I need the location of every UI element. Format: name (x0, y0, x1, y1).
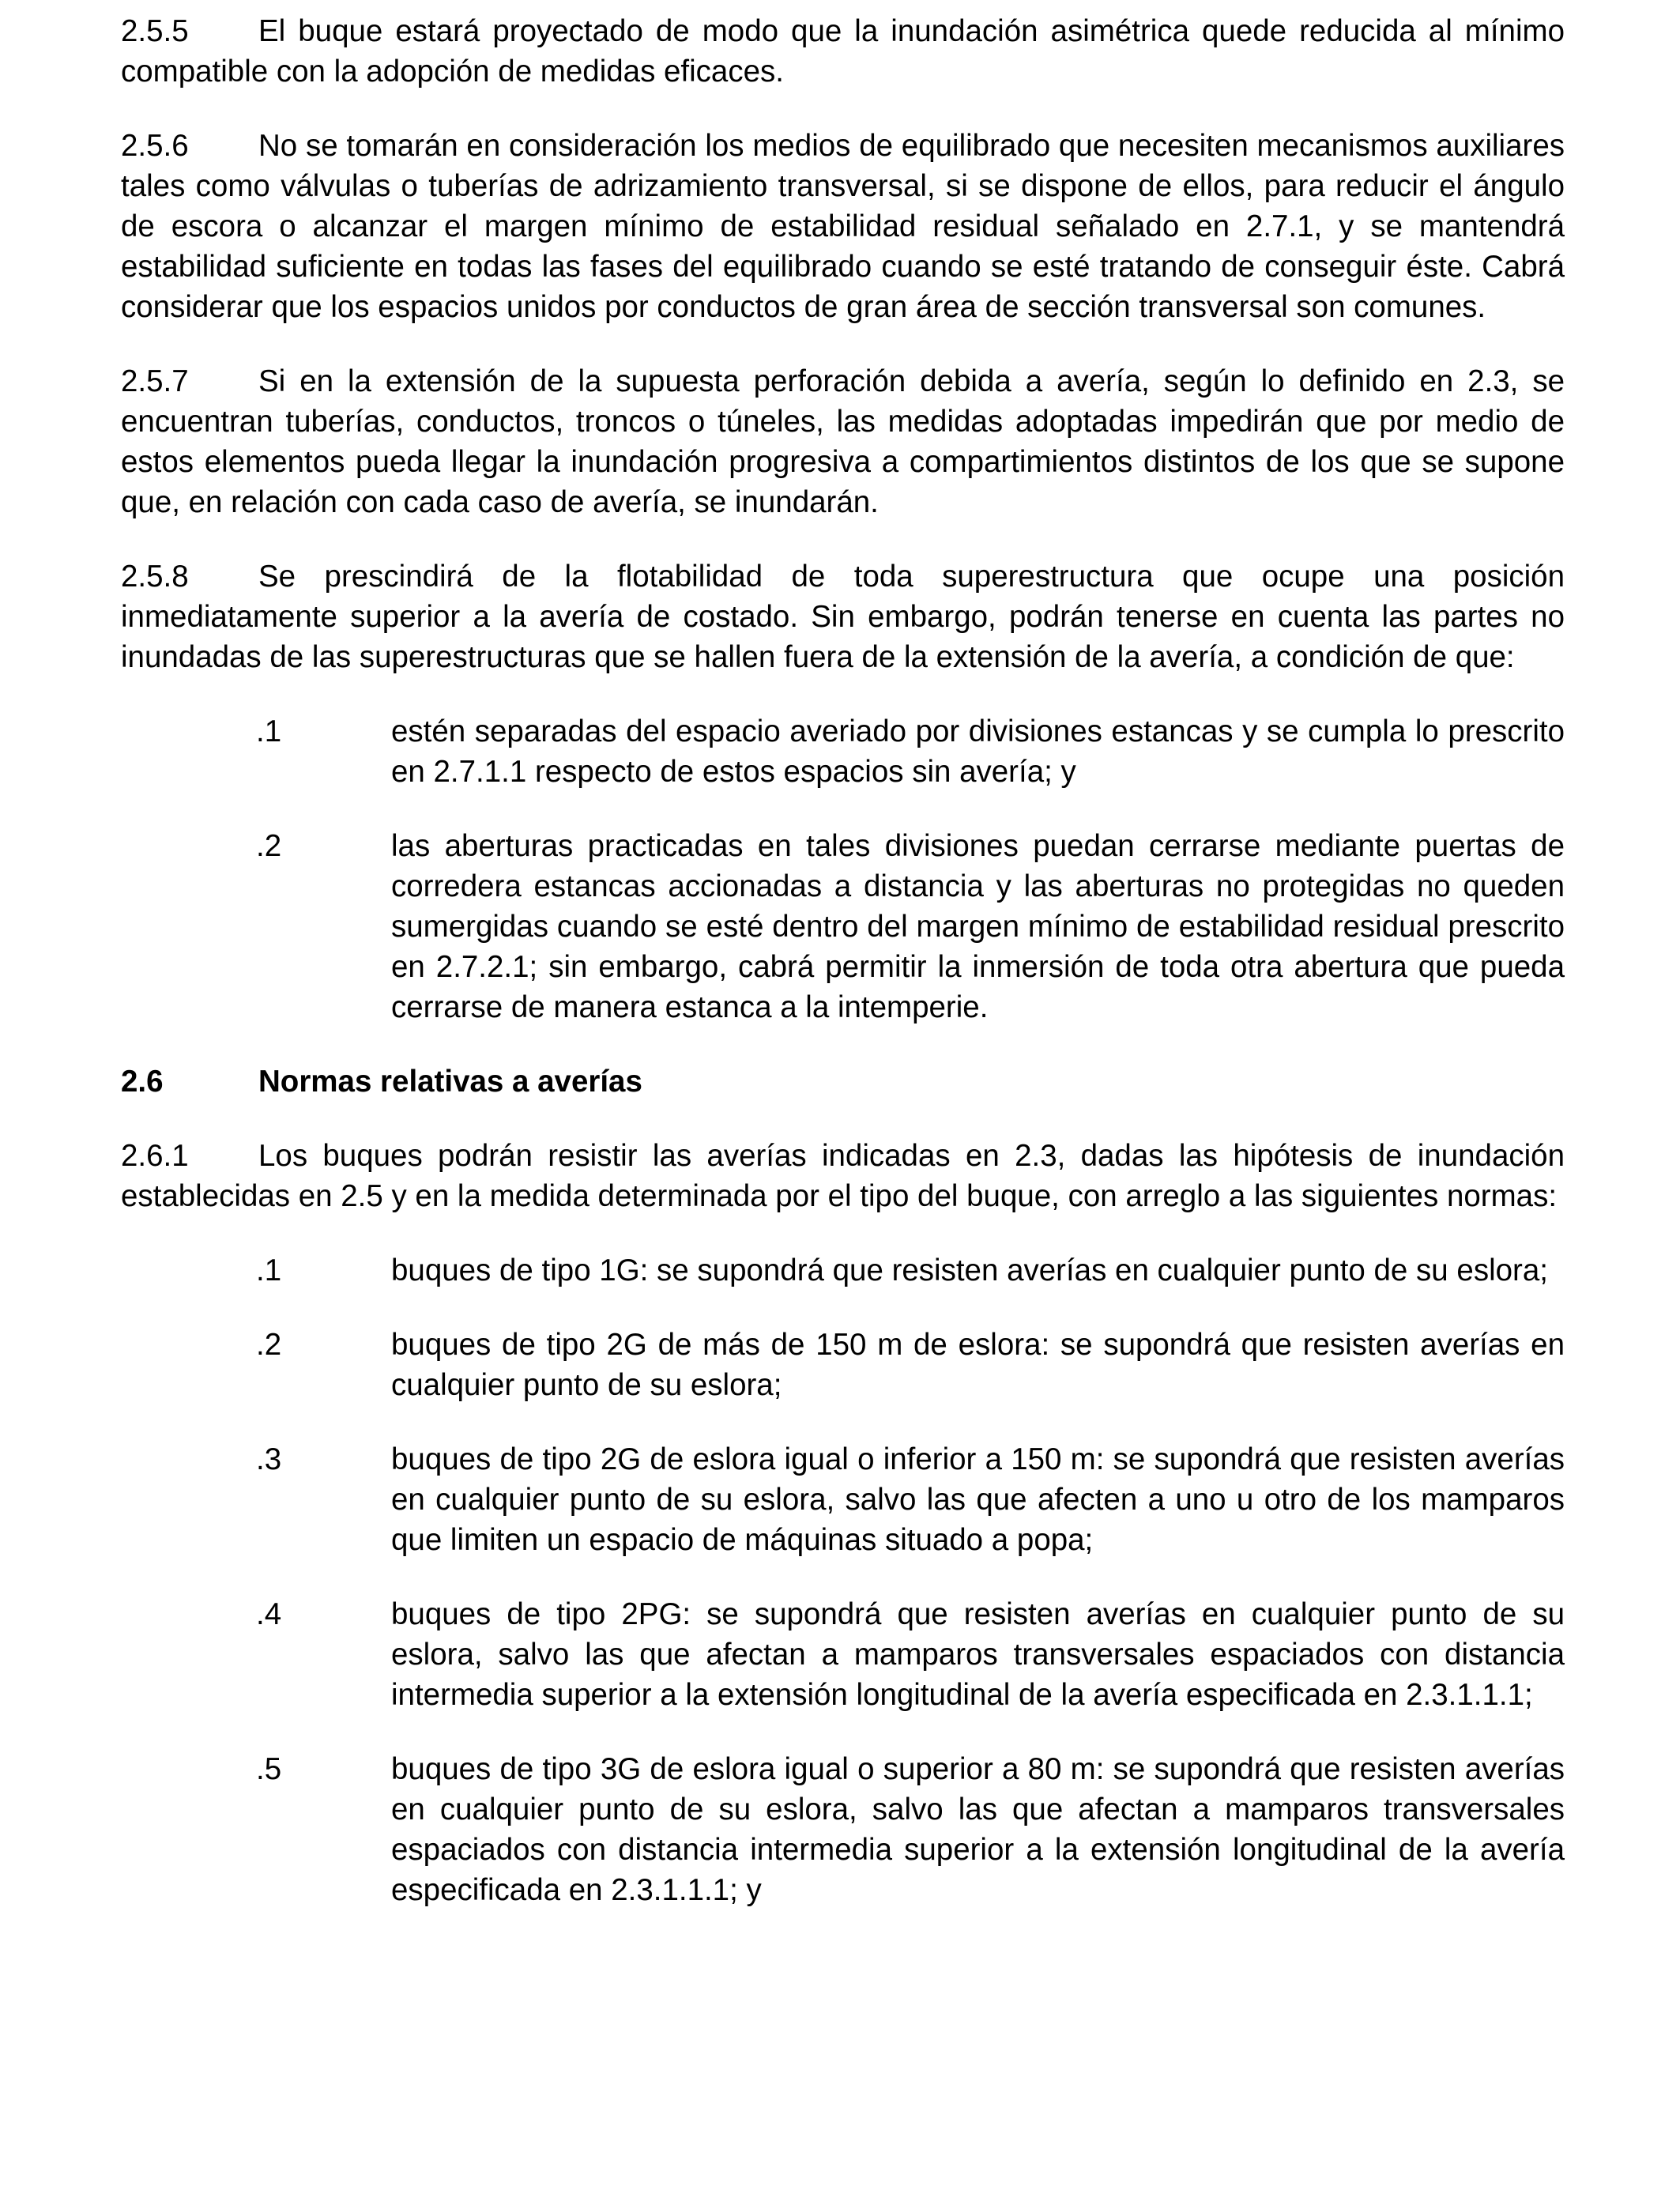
paragraph-number: 2.5.6 (121, 129, 189, 163)
paragraph-number: 2.6.1 (121, 1139, 189, 1173)
list-item-text: buques de tipo 2G de más de 150 m de eslora: se supondrá que resisten averías en cualquier punto de su eslora; (391, 1328, 1565, 1402)
list-item (121, 711, 1565, 792)
paragraph-number: 2.5.5 (121, 14, 189, 48)
list-item-number: .3 (256, 1442, 282, 1476)
list-item-number: .1 (256, 714, 282, 748)
list-item-number: .2 (256, 829, 282, 863)
paragraph-text: Se prescindirá de la flotabilidad de toda superestructura que ocupe una posición inmediatamente superior a la avería de costado. Sin embargo, podrán tenerse en cuenta las partes no inundadas de las superestructuras que se hallen fuera de la extensión de la avería, a condición de que: (121, 560, 1565, 674)
paragraph-2-5-6 (121, 126, 1565, 327)
list-item-number: .1 (256, 1253, 282, 1287)
paragraph-2-5-7 (121, 361, 1565, 522)
list-item (121, 826, 1565, 1027)
list-item (121, 1325, 1565, 1405)
list-item (121, 1749, 1565, 1910)
list-item (121, 1250, 1565, 1291)
paragraph-2-6-1 (121, 1136, 1565, 1216)
list-item-number: .5 (256, 1752, 282, 1786)
list-item-text: buques de tipo 3G de eslora igual o superior a 80 m: se supondrá que resisten averías en cualquier punto de su eslora, salvo las que afectan a mamparos transversales espaciados con distancia intermedia superior a la extensión longitudinal de la avería especificada en 2.3.1.1.1; y (391, 1752, 1565, 1907)
paragraph-text: Los buques podrán resistir las averías indicadas en 2.3, dadas las hipótesis de inundación establecidas en 2.5 y en la medida determinada por el tipo del buque, con arreglo a las siguientes normas: (121, 1139, 1565, 1213)
paragraph-2-5-8 (121, 556, 1565, 677)
section-number: 2.6 (121, 1065, 164, 1099)
paragraph-text: Si en la extensión de la supuesta perforación debida a avería, según lo definido en 2.3, se encuentran tuberías, conductos, troncos o túneles, las medidas adoptadas impedirán que por medio de estos elementos pueda llegar la inundación progresiva a compartimientos distintos de los que se supone que, en relación con cada caso de avería, se inundarán. (121, 364, 1565, 519)
list-item-text: buques de tipo 2PG: se supondrá que resisten averías en cualquier punto de su eslora, salvo las que afectan a mamparos transversales espaciados con distancia intermedia superior a la extensión longitudinal de la avería especificada en 2.3.1.1.1; (391, 1597, 1565, 1712)
section-heading-2-6 (121, 1061, 1565, 1102)
paragraph-text: No se tomarán en consideración los medios de equilibrado que necesiten mecanismos auxiliares tales como válvulas o tuberías de adrizamiento transversal, si se dispone de ellos, para reducir el ángulo de escora o alcanzar el margen mínimo de estabilidad residual señalado en 2.7.1, y se mantendrá estabilidad suficiente en todas las fases del equilibrado cuando se esté tratando de conseguir éste. Cabrá considerar que los espacios unidos por conductos de gran área de sección transversal son comunes. (121, 129, 1565, 324)
paragraph-text: El buque estará proyectado de modo que la inundación asimétrica quede reducida al mínimo compatible con la adopción de medidas eficaces. (121, 14, 1565, 89)
document-page (121, 11, 1565, 1944)
list-item-text: estén separadas del espacio averiado por divisiones estancas y se cumpla lo prescrito en 2.7.1.1 respecto de estos espacios sin avería; y (391, 714, 1565, 789)
paragraph-2-5-5 (121, 11, 1565, 92)
list-item-text: buques de tipo 1G: se supondrá que resisten averías en cualquier punto de su eslora; (391, 1253, 1548, 1287)
list-item-number: .4 (256, 1597, 282, 1631)
list-item (121, 1594, 1565, 1715)
paragraph-number: 2.5.7 (121, 364, 189, 398)
list-item-text: las aberturas practicadas en tales divisiones puedan cerrarse mediante puertas de corredera estancas accionadas a distancia y las aberturas no protegidas no queden sumergidas cuando se esté dentro del margen mínimo de estabilidad residual prescrito en 2.7.2.1; sin embargo, cabrá permitir la inmersión de toda otra abertura que pueda cerrarse de manera estanca a la intemperie. (391, 829, 1565, 1024)
section-title: Normas relativas a averías (258, 1065, 642, 1099)
list-item (121, 1439, 1565, 1560)
paragraph-number: 2.5.8 (121, 560, 189, 594)
list-item-text: buques de tipo 2G de eslora igual o inferior a 150 m: se supondrá que resisten averías en cualquier punto de su eslora, salvo las que afecten a uno u otro de los mamparos que limiten un espacio de máquinas situado a popa; (391, 1442, 1565, 1557)
list-item-number: .2 (256, 1328, 282, 1362)
